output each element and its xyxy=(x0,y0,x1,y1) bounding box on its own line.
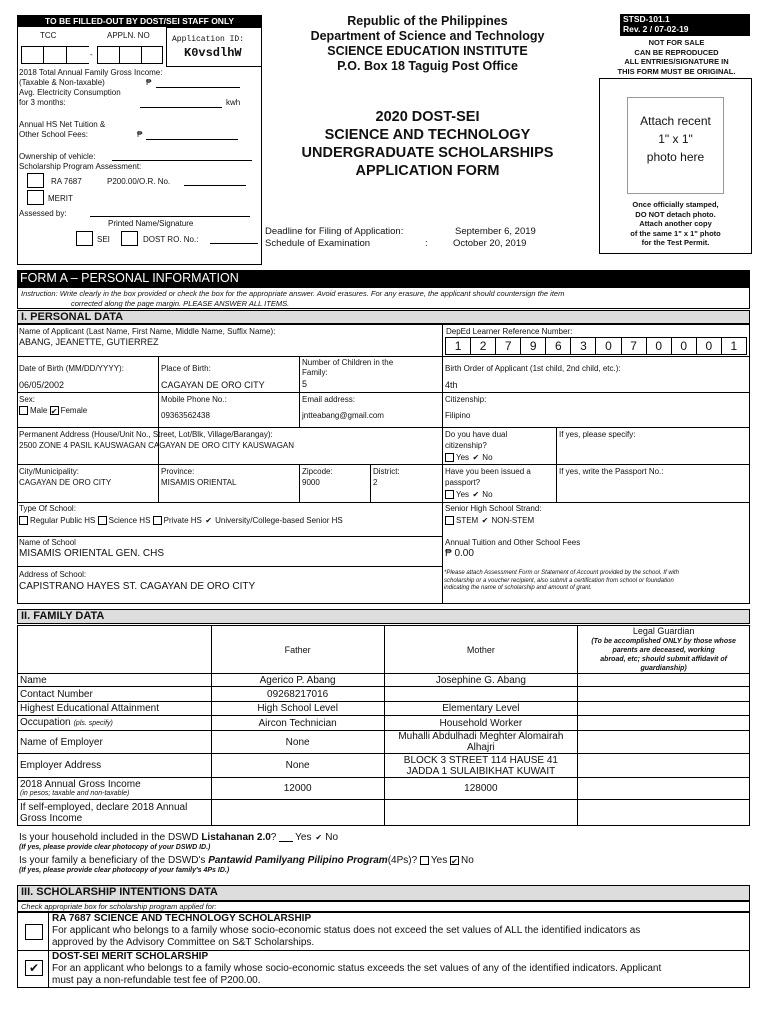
staff-box-header: TO BE FILLED-OUT BY DOST/SEI STAFF ONLY xyxy=(17,15,262,27)
appln-label: APPLN. NO xyxy=(107,31,150,40)
app-id-label: Application ID: xyxy=(172,35,245,44)
children-value[interactable]: 5 xyxy=(302,379,308,389)
listahanan-yes-checkbox[interactable] xyxy=(279,833,293,842)
strand-options xyxy=(445,516,534,526)
row-line xyxy=(17,536,443,537)
tuition-value[interactable]: ₱ 0.00 xyxy=(445,548,474,559)
4ps-no-checkbox[interactable]: ✔ xyxy=(451,856,458,866)
lrn-digit-box[interactable]: 9 xyxy=(521,337,546,355)
form-title xyxy=(285,108,570,180)
ra-label: RA 7687 xyxy=(51,177,82,186)
family-row-label-text: Contact Number xyxy=(20,688,93,700)
family-mother-cell[interactable] xyxy=(384,687,578,702)
passport-label: Have you been issued a xyxy=(445,467,531,476)
passport-yes-checkbox[interactable] xyxy=(445,490,454,499)
dual-specify-label: If yes, please specify: xyxy=(559,430,636,439)
passport-no-label: If yes, write the Passport No.: xyxy=(559,467,664,476)
agency-header xyxy=(290,14,565,74)
private-hs-label: Private HS xyxy=(163,516,202,525)
tuition-label: Annual HS Net Tuition & xyxy=(19,120,106,129)
tuition-label: Annual Tuition and Other School Fees xyxy=(445,538,581,547)
family-father-cell[interactable] xyxy=(211,800,384,826)
family-row xyxy=(18,687,750,702)
row-line xyxy=(17,356,750,357)
dob-label: Date of Birth (MM/DD/YYYY): xyxy=(19,364,124,373)
dswd-q2-end: (4Ps)? xyxy=(387,855,418,866)
fee-text: P200.00/O.R. No. xyxy=(107,177,171,186)
family-row-label-text: Name xyxy=(20,674,47,686)
agency-line-4: P.O. Box 18 Taguig Post Office xyxy=(337,59,518,73)
tuition-note-line: indicating the name of scholarship and amount of grant. xyxy=(444,585,592,591)
female-label: Female xyxy=(60,406,88,415)
sei-checkbox[interactable] xyxy=(76,231,93,246)
title-line-3: UNDERGRADUATE SCHOLARSHIPS xyxy=(301,145,554,161)
school-addr-label: Address of School: xyxy=(19,570,87,579)
vehicle-label: Ownership of vehicle: xyxy=(19,152,96,161)
family-row-label xyxy=(18,754,212,778)
guardian-column-header xyxy=(578,626,750,674)
lrn-digit-box[interactable]: 6 xyxy=(546,337,571,355)
photo-note xyxy=(599,200,752,248)
merit-checkbox[interactable] xyxy=(27,190,44,205)
province-label: Province: xyxy=(161,467,195,476)
family-father-cell[interactable]: Agerico P. Abang xyxy=(211,674,384,687)
photo-line-3: photo here xyxy=(646,150,705,164)
family-row xyxy=(18,702,750,716)
family-guardian-cell[interactable] xyxy=(578,731,750,754)
family-father-cell[interactable]: 12000 xyxy=(211,778,384,800)
notice-line: CAN BE REPRODUCED xyxy=(634,47,719,57)
family-mother-cell[interactable]: Elementary Level xyxy=(384,702,578,716)
public-hs-label: Regular Public HS xyxy=(30,516,96,525)
stem-checkbox[interactable] xyxy=(445,516,454,525)
family-guardian-cell[interactable] xyxy=(578,674,750,687)
intentions-section-header: III. SCHOLARSHIP INTENTIONS DATA xyxy=(17,885,750,901)
or-line[interactable] xyxy=(184,185,246,186)
family-mother-cell[interactable]: Muhalli Abdulhadi Meghter Alomairah Alhajri xyxy=(384,731,578,754)
form-code: STSD-101.1 xyxy=(623,14,670,24)
merit-desc-line: must pay a non-refundable test fee of P200.00. xyxy=(52,975,261,986)
non-stem-checkbox[interactable]: ✔ xyxy=(481,516,489,526)
lrn-digit-box[interactable]: 0 xyxy=(647,337,672,355)
family-row-label xyxy=(18,702,212,716)
science-hs-label: Science HS xyxy=(108,516,151,525)
family-row-label xyxy=(18,778,212,800)
name-label: Name of Applicant (Last Name, First Name, Middle Name, Suffix Name): xyxy=(19,327,276,336)
col-line xyxy=(442,324,443,604)
guardian-note: (To be accomplished ONLY by those whose xyxy=(591,638,736,645)
children-label: Number of Children in the xyxy=(302,358,394,367)
listahanan-no-checkbox[interactable]: ✔ xyxy=(315,832,323,842)
family-father-cell[interactable]: Aircon Technician xyxy=(211,716,384,731)
science-hs-checkbox[interactable] xyxy=(98,516,107,525)
notice-line: NOT FOR SALE xyxy=(648,38,705,47)
guardian-note: guardianship) xyxy=(640,665,687,672)
family-row xyxy=(18,778,750,800)
name-value[interactable]: ABANG, JEANETTE, GUTIERREZ xyxy=(19,337,159,347)
family-mother-cell[interactable]: BLOCK 3 STREET 114 HAUSE 41 JADDA 1 SULAIBIKHAT KUWAIT xyxy=(384,754,578,778)
photo-note-line: DO NOT detach photo. xyxy=(635,209,716,219)
col-line xyxy=(158,356,159,502)
school-addr-value[interactable]: CAPISTRANO HAYES ST. CAGAYAN DE ORO CITY xyxy=(19,581,256,592)
family-row-label-text: If self-employed, declare 2018 Annual Gross Income xyxy=(20,801,188,824)
stem-label: STEM xyxy=(456,516,479,525)
ra-desc-line: approved by the Advisory Committee on S&T Scholarships. xyxy=(52,937,315,948)
family-father-cell[interactable]: None xyxy=(211,731,384,754)
family-row-label xyxy=(18,800,212,826)
dual-options xyxy=(445,453,493,463)
col-line xyxy=(299,464,300,502)
family-corner-cell xyxy=(18,626,212,674)
tcc-divider xyxy=(66,46,67,64)
passport-options xyxy=(445,490,493,500)
lrn-digit-box[interactable]: 0 xyxy=(672,337,697,355)
family-guardian-cell[interactable] xyxy=(578,687,750,702)
zip-value[interactable]: 9000 xyxy=(302,478,320,487)
school-name-value[interactable]: MISAMIS ORIENTAL GEN. CHS xyxy=(19,548,165,559)
col-line xyxy=(370,464,371,502)
title-line-4: APPLICATION FORM xyxy=(355,163,500,179)
college-shs-label: University/College-based Senior HS xyxy=(215,516,343,525)
school-type-options xyxy=(19,516,343,526)
lrn-digit-box[interactable]: 0 xyxy=(697,337,722,355)
agency-line-3: SCIENCE EDUCATION INSTITUTE xyxy=(327,44,528,58)
family-mother-cell[interactable]: Household Worker xyxy=(384,716,578,731)
exam-colon: : xyxy=(425,238,428,249)
merit-title: DOST-SEI MERIT SCHOLARSHIP xyxy=(52,951,209,962)
dual-no-checkbox[interactable]: ✔ xyxy=(472,453,480,463)
photo-note-line: of the same 1" x 1" photo xyxy=(630,228,721,238)
dswd-q1-end: ? xyxy=(270,832,277,843)
filing-date: September 6, 2019 xyxy=(455,226,536,237)
income-sub: (Taxable & Non-taxable) xyxy=(19,78,105,87)
sei-label: SEI xyxy=(97,235,110,244)
public-hs-checkbox[interactable] xyxy=(19,516,28,525)
family-row-label-text: Highest Educational Attainment xyxy=(20,703,159,714)
notice-line: THIS FORM MUST BE ORIGINAL. xyxy=(617,66,736,76)
lrn-digit-box[interactable]: 1 xyxy=(722,337,747,355)
yes-label: Yes xyxy=(456,453,470,462)
dswd-q2-note: (If yes, please provide clear photocopy of your family's 4Ps ID.) xyxy=(19,867,230,874)
no-label: No xyxy=(325,832,339,843)
citizenship-value[interactable]: Filipino xyxy=(445,411,471,420)
peso-sign: ₱ xyxy=(146,78,152,87)
occupation-sub: (pls. specify) xyxy=(73,720,113,727)
email-value[interactable]: jntteabang@gmail.com xyxy=(302,411,384,420)
dost-ro-line[interactable] xyxy=(210,243,258,244)
pob-value[interactable]: CAGAYAN DE ORO CITY xyxy=(161,380,265,390)
tuition-note xyxy=(444,570,748,593)
dswd-q2 xyxy=(19,855,474,867)
city-value[interactable]: CAGAYAN DE ORO CITY xyxy=(19,478,112,487)
yes-label: Yes xyxy=(295,832,312,843)
family-row-label-text: Employer Address xyxy=(20,760,102,771)
no-label: No xyxy=(461,855,474,866)
tuition-note-line: *Please attach Assessment Form or Statement of Account provided by the school. If with xyxy=(444,570,680,576)
tcc-label: TCC xyxy=(40,31,57,40)
guardian-title: Legal Guardian xyxy=(632,626,695,636)
filing-label: Deadline for Filing of Application: xyxy=(265,226,404,237)
income-label: 2018 Total Annual Family Gross Income: xyxy=(19,68,163,77)
dual-yes-checkbox[interactable] xyxy=(445,453,454,462)
birth-order-label: Birth Order of Applicant (1st child, 2nd child, etc.): xyxy=(445,364,621,373)
family-row-label-text: Occupation xyxy=(20,717,71,728)
lrn-digit-box[interactable]: 7 xyxy=(622,337,647,355)
birth-order-value[interactable]: 4th xyxy=(445,380,458,390)
district-label: District: xyxy=(373,467,400,476)
no-label: No xyxy=(482,453,493,462)
row-line xyxy=(17,502,750,503)
form-a-header: FORM A – PERSONAL INFORMATION xyxy=(17,270,750,287)
agency-line-2: Department of Science and Technology xyxy=(310,29,545,43)
lrn-boxes[interactable] xyxy=(445,337,747,355)
row-line xyxy=(17,427,750,428)
dost-ro-checkbox[interactable] xyxy=(121,231,138,246)
dost-ro-label: DOST RO. No.: xyxy=(143,235,199,244)
lrn-digit-box[interactable]: 2 xyxy=(471,337,496,355)
form-code-box xyxy=(620,14,750,36)
tuition-line[interactable] xyxy=(146,139,238,140)
family-father-cell[interactable]: None xyxy=(211,754,384,778)
assessed-line[interactable] xyxy=(90,216,250,217)
ra-7687-title: RA 7687 SCIENCE AND TECHNOLOGY SCHOLARSHIP xyxy=(52,913,312,924)
female-checkbox[interactable]: ✔ xyxy=(50,407,58,417)
ra-7687-desc xyxy=(52,925,640,949)
app-id-value: K0vsdlhW xyxy=(184,46,242,60)
lrn-digit-box[interactable]: 1 xyxy=(445,337,471,355)
lrn-digit-box[interactable]: 7 xyxy=(496,337,521,355)
exam-date: October 20, 2019 xyxy=(453,238,527,249)
family-row-label xyxy=(18,674,212,687)
appln-field[interactable] xyxy=(97,46,163,64)
family-guardian-cell[interactable] xyxy=(578,702,750,716)
yes-label: Yes xyxy=(456,490,470,499)
electricity-sub: for 3 months: xyxy=(19,98,66,107)
dual-label-2: citizenship? xyxy=(445,441,487,450)
pob-label: Place of Birth: xyxy=(161,364,211,373)
income-line[interactable] xyxy=(156,87,240,88)
family-table xyxy=(17,625,750,826)
instruction-line: corrected along the page margin. PLEASE ANSWER ALL ITEMS. xyxy=(71,298,290,308)
address-value[interactable]: 2500 ZONE 4 PASIL KAUSWAGAN CAGAYAN DE ORO CITY KAUSWAGAN xyxy=(19,441,295,450)
mobile-value[interactable]: 09363562438 xyxy=(161,411,210,420)
family-mother-cell[interactable]: Josephine G. Abang xyxy=(384,674,578,687)
passport-label-2: passport? xyxy=(445,478,481,487)
citizenship-label: Citizenship: xyxy=(445,395,487,404)
lrn-label: DepEd Learner Reference Number: xyxy=(446,327,573,336)
row-line xyxy=(17,566,443,567)
family-row-label-text: 2018 Annual Gross Income xyxy=(20,779,141,790)
family-row-label xyxy=(18,731,212,754)
electricity-line[interactable] xyxy=(140,107,222,108)
family-guardian-cell[interactable] xyxy=(578,778,750,800)
photo-note-line: for the Test Permit. xyxy=(641,238,710,247)
guardian-note: abroad, etc; should submit affidavit of xyxy=(600,656,727,663)
merit-desc xyxy=(52,963,661,987)
title-line-2: SCIENCE AND TECHNOLOGY xyxy=(324,127,531,143)
male-label: Male xyxy=(30,406,48,415)
printed-name-label: Printed Name/Signature xyxy=(108,219,194,228)
photo-line-1: Attach recent xyxy=(640,114,711,128)
col-line xyxy=(556,427,557,502)
zip-label: Zipcode: xyxy=(302,467,333,476)
dual-label: Do you have dual xyxy=(445,430,508,439)
family-guardian-cell[interactable] xyxy=(578,716,750,731)
family-row-label xyxy=(18,716,212,731)
strand-label: Senior High School Strand: xyxy=(445,504,542,513)
address-label: Permanent Address (House/Unit No., Street, Lot/Blk, Village/Barangay): xyxy=(19,430,273,439)
col-line xyxy=(299,356,300,427)
appln-divider xyxy=(119,46,120,64)
email-label: Email address: xyxy=(302,395,355,404)
instruction-box xyxy=(17,287,750,309)
family-row xyxy=(18,716,750,731)
city-label: City/Municipality: xyxy=(19,467,80,476)
dswd-q2-bold: Pantawid Pamilyang Pilipino Program xyxy=(208,855,388,866)
lrn-digit-box[interactable]: 3 xyxy=(571,337,596,355)
ra-7687-checkbox[interactable] xyxy=(25,924,43,940)
family-row xyxy=(18,731,750,754)
dob-value[interactable]: 06/05/2002 xyxy=(19,380,65,390)
photo-note-line: Attach another copy xyxy=(639,219,712,228)
photo-placeholder[interactable] xyxy=(627,97,724,194)
family-row-label xyxy=(18,687,212,702)
form-rev: Rev. 2 / 07-02-19 xyxy=(623,24,689,34)
college-shs-checkbox[interactable]: ✔ xyxy=(205,516,212,526)
dash: - xyxy=(90,50,93,59)
school-type-label: Type Of School: xyxy=(19,504,76,513)
income-sub: (in pesos; taxable and non-taxable) xyxy=(20,790,130,797)
dswd-q1-note: (If yes, please provide clear photocopy of your DSWD ID.) xyxy=(19,844,211,851)
family-guardian-cell[interactable] xyxy=(578,754,750,778)
vehicle-line[interactable] xyxy=(112,160,252,161)
non-stem-label: NON-STEM xyxy=(491,516,535,525)
intentions-instruction: Check appropriate box for scholarship program applied for: xyxy=(17,901,750,912)
exam-label: Schedule of Examination xyxy=(265,238,371,249)
dswd-q1-text: Is your household included in the DSWD xyxy=(19,832,199,843)
ra-checkbox[interactable] xyxy=(27,173,44,188)
family-row xyxy=(18,674,750,687)
agency-line-1: Republic of the Philippines xyxy=(347,14,508,28)
dswd-q1-bold: Listahanan 2.0 xyxy=(201,832,271,843)
passport-no-checkbox[interactable]: ✔ xyxy=(472,490,480,500)
instruction-line: Instruction: Write clearly in the box provided or check the box for the appropriate answer. Avoid erasures. For any erasure, the applicant should countersign the item xyxy=(21,289,565,298)
dswd-q1 xyxy=(19,832,338,844)
province-value[interactable]: MISAMIS ORIENTAL xyxy=(161,478,237,487)
family-mother-cell[interactable] xyxy=(384,800,578,826)
guardian-note: parents are deceased, working xyxy=(612,647,715,654)
male-checkbox[interactable] xyxy=(19,406,28,415)
photo-note-line: Once officially stamped, xyxy=(632,200,719,209)
family-section-header: II. FAMILY DATA xyxy=(17,609,750,624)
personal-section-header: I. PERSONAL DATA xyxy=(17,310,750,324)
appln-divider xyxy=(141,46,142,64)
kwh-unit: kwh xyxy=(226,98,241,107)
assessment-label: Scholarship Program Assessment: xyxy=(19,162,142,171)
sex-label: Sex: xyxy=(19,395,36,404)
no-label: No xyxy=(482,490,493,499)
yes-label: Yes xyxy=(430,855,448,866)
lrn-digit-box[interactable]: 0 xyxy=(596,337,621,355)
school-name-label: Name of School xyxy=(19,538,76,547)
notice-line: ALL ENTRIES/SIGNATURE IN xyxy=(624,57,729,66)
title-line-1: 2020 DOST-SEI xyxy=(375,109,480,125)
tcc-field[interactable] xyxy=(21,46,89,64)
children-label-2: Family: xyxy=(302,368,328,377)
peso-sign: ₱ xyxy=(137,130,143,139)
district-value[interactable]: 2 xyxy=(373,478,378,487)
family-row xyxy=(18,754,750,778)
father-column-header: Father xyxy=(211,626,384,674)
photo-line-2: 1" x 1" xyxy=(658,132,693,146)
tuition-note-line: scholarship or a voucher recipient, also submit a certification from school or foundation xyxy=(444,577,674,584)
row-line xyxy=(17,392,750,393)
family-guardian-cell[interactable] xyxy=(578,800,750,826)
family-father-cell[interactable]: 09268217016 xyxy=(211,687,384,702)
tcc-divider xyxy=(43,46,44,64)
assessed-label: Assessed by: xyxy=(19,209,67,218)
mobile-label: Mobile Phone No.: xyxy=(161,395,227,404)
family-row-label-text: Name of Employer xyxy=(20,736,103,748)
tuition-sub: Other School Fees: xyxy=(19,130,88,139)
dswd-q2-text: Is your family a beneficiary of the DSWD's xyxy=(19,855,206,866)
merit-desc-line: For an applicant who belongs to a family whose socio-economic status exceeds the set values of any of the identified indicators. Applicant xyxy=(52,963,662,974)
form-notice xyxy=(603,38,750,76)
merit-scholarship-checkbox[interactable]: ✔ xyxy=(25,960,43,976)
family-row xyxy=(18,800,750,826)
ra-desc-line: For applicant who belongs to a family whose socio-economic status does not exceed the set values of ALL the identified indicators as xyxy=(52,925,641,936)
merit-label: MERIT xyxy=(48,194,73,203)
row-line xyxy=(17,464,750,465)
sex-options xyxy=(19,406,87,416)
family-father-cell[interactable]: High School Level xyxy=(211,702,384,716)
4ps-yes-checkbox[interactable] xyxy=(420,856,429,865)
family-mother-cell[interactable]: 128000 xyxy=(384,778,578,800)
mother-column-header: Mother xyxy=(384,626,578,674)
private-hs-checkbox[interactable] xyxy=(153,516,162,525)
electricity-label: Avg. Electricity Consumption xyxy=(19,88,121,97)
